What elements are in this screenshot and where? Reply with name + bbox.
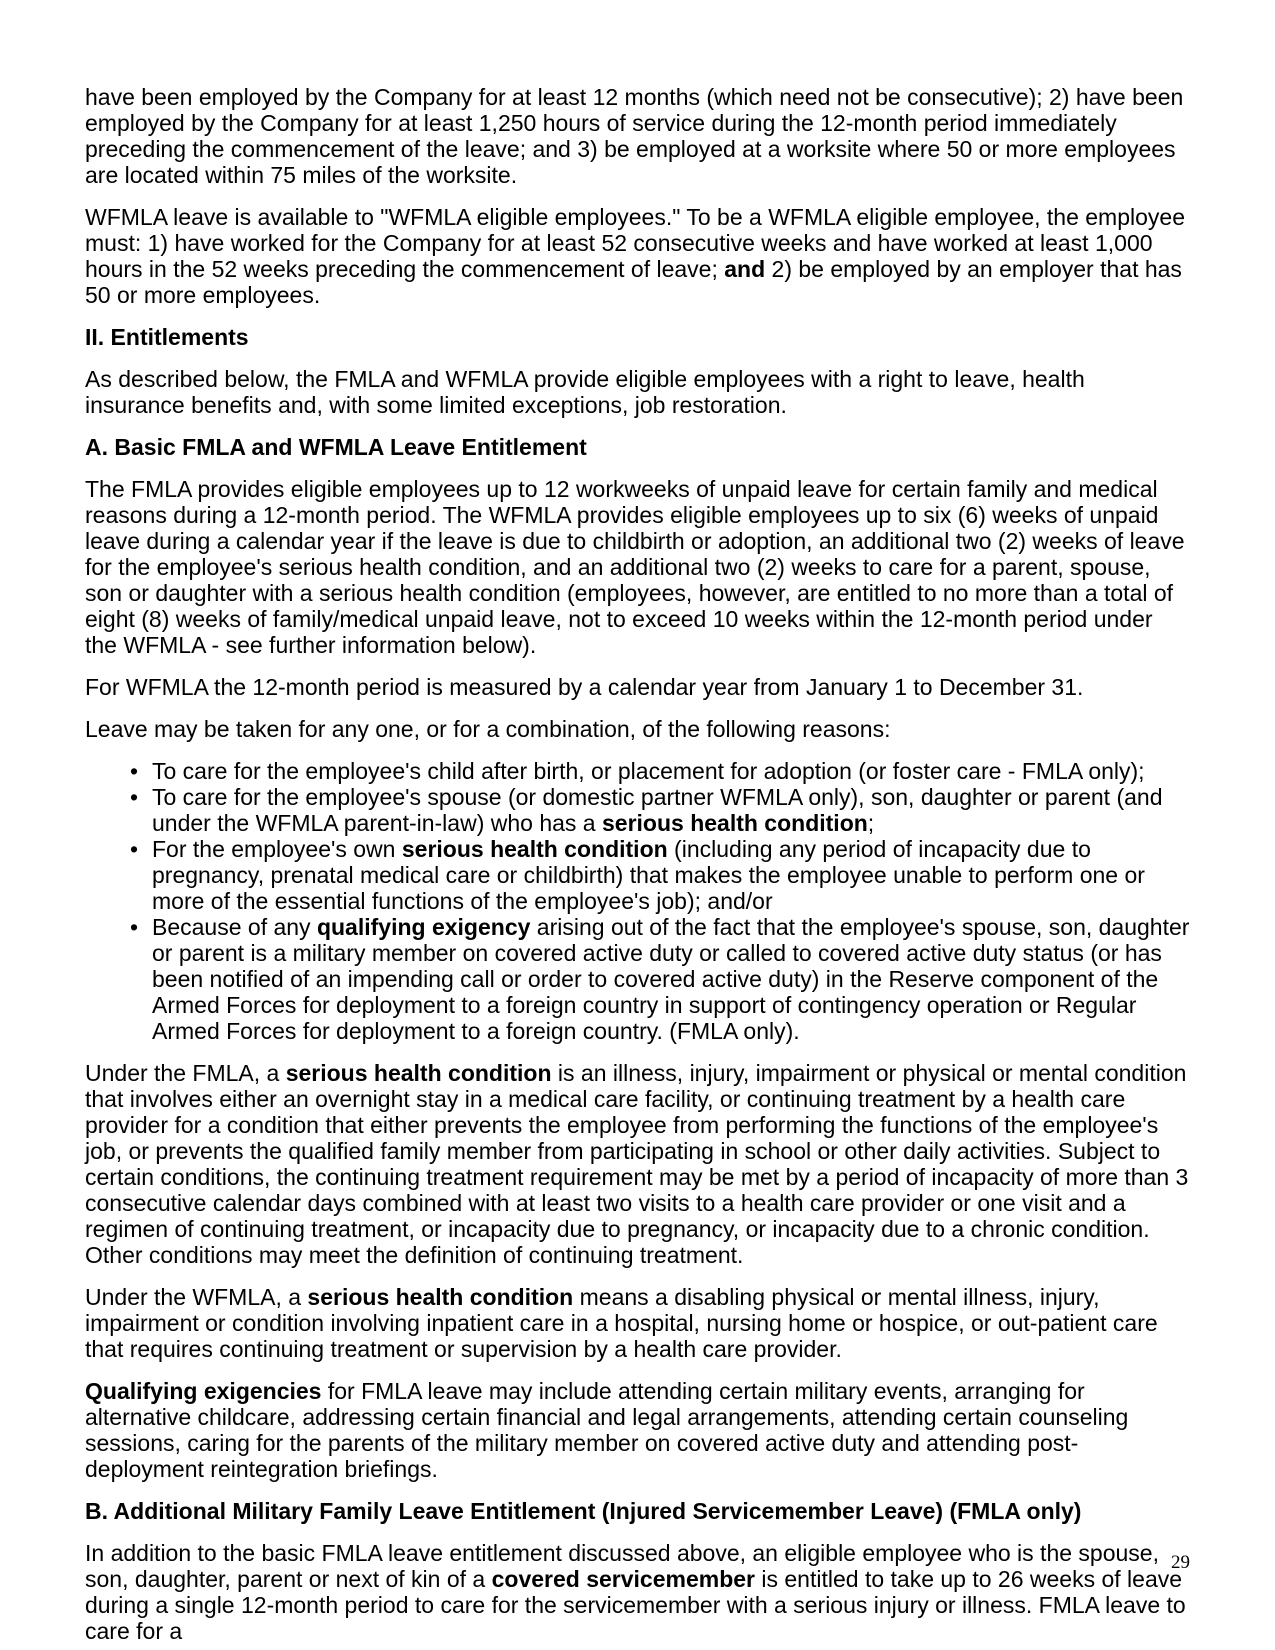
text-run: Leave may be taken for any one, or for a combination, of the following reasons:	[85, 716, 891, 742]
bullet-icon: •	[130, 836, 139, 862]
text-run: 2) be employed by an employer that has 50 or more employees.	[85, 256, 1182, 308]
list-item	[85, 784, 1190, 836]
text-run: is entitled to take up to 26 weeks of leave during a single 12-month period to care for the servicemember with a serious injury or illness. FMLA leave to care for a	[85, 1566, 1186, 1644]
section-heading	[85, 324, 1190, 350]
bold-text-run: and	[724, 256, 766, 282]
text-run: (including any period of incapacity due to pregnancy, prenatal medical care or childbirth) that makes the employee unable to perform one or more of the essential functions of the employee's job); and/or	[152, 836, 1145, 914]
paragraph	[85, 716, 1190, 742]
text-run: for FMLA leave may include attending certain military events, arranging for alternative childcare, addressing certain financial and legal arrangements, attending certain counseling sessions, caring for the parents of the military member on covered active duty and attending post-deployment reintegration briefings.	[85, 1378, 1129, 1482]
text-run: have been employed by the Company for at least 12 months (which need not be consecutive); 2) have been employed by the Company for at least 1,250 hours of service during the 12-month period immediately preceding the commencement of the leave; and 3) be employed at a worksite where 50 or more employees are located within 75 miles of the worksite.	[85, 84, 1184, 188]
paragraph	[85, 476, 1190, 658]
text-run: To care for the employee's child after birth, or placement for adoption (or foster care - FMLA only);	[152, 758, 1145, 784]
paragraph	[85, 1060, 1190, 1268]
text-run: In addition to the basic FMLA leave entitlement discussed above, an eligible employee who is the spouse, son, daughter, parent or next of kin of a	[85, 1540, 1159, 1592]
text-run: ;	[867, 810, 875, 836]
text-run: As described below, the FMLA and WFMLA provide eligible employees with a right to leave, health insurance benefits and, with some limited exceptions, job restoration.	[85, 366, 1085, 418]
text-run: is an illness, injury, impairment or physical or mental condition that involves either an overnight stay in a medical care facility, or continuing treatment by a health care provider for a condition that either prevents the employee from performing the functions of the employee's job, or prevents the qualified family member from participating in school or other daily activities. Subject to certain conditions, the continuing treatment requirement may be met by a period of incapacity of more than 3 consecutive calendar days combined with at least two visits to a health care provider or one visit and a regimen of continuing treatment, or incapacity due to pregnancy, or incapacity due to a chronic condition. Other conditions may meet the definition of continuing treatment.	[85, 1060, 1189, 1268]
bold-text-run: serious health condition	[401, 836, 668, 862]
bullet-list	[85, 758, 1190, 1044]
bullet-icon: •	[130, 914, 139, 940]
paragraph	[85, 366, 1190, 418]
bold-text-run: B. Additional Military Family Leave Entitlement (Injured Servicemember Leave) (FMLA only)	[85, 1498, 1082, 1524]
bold-text-run: serious health condition	[307, 1284, 574, 1310]
text-run: WFMLA leave is available to "WFMLA eligible employees." To be a WFMLA eligible employee, the employee must: 1) have worked for the Company for at least 52 consecutive weeks and have worked at least 1,000 hours in the 52 weeks preceding the commencement of leave;	[85, 204, 1185, 282]
bold-text-run: serious health condition	[285, 1060, 552, 1086]
text-run: The FMLA provides eligible employees up to 12 workweeks of unpaid leave for certain family and medical reasons during a 12-month period. The WFMLA provides eligible employees up to six (6) weeks of unpaid leave during a calendar year if the leave is due to childbirth or adoption, an additional two (2) weeks of leave for the employee's serious health condition, and an additional two (2) weeks to care for a parent, spouse, son or daughter with a serious health condition (employees, however, are entitled to no more than a total of eight (8) weeks of family/medical unpaid leave, not to exceed 10 weeks within the 12-month period under the WFMLA - see further information below).	[85, 476, 1185, 658]
list-item	[85, 914, 1190, 1044]
bold-text-run: covered servicemember	[491, 1566, 755, 1592]
list-item	[85, 758, 1190, 784]
bold-text-run: serious health condition	[601, 810, 868, 836]
page-number: 29	[1171, 1552, 1190, 1573]
list-item	[85, 836, 1190, 914]
text-run: Because of any	[152, 914, 317, 940]
paragraph	[85, 84, 1190, 188]
text-run: To care for the employee's spouse (or domestic partner WFMLA only), son, daughter or parent (and under the WFMLA parent-in-law) who has a	[152, 784, 1163, 836]
text-run: Under the WFMLA, a	[85, 1284, 308, 1310]
paragraph	[85, 1540, 1190, 1644]
paragraph	[85, 1378, 1190, 1482]
bullet-icon: •	[130, 758, 139, 784]
bold-text-run: A. Basic FMLA and WFMLA Leave Entitlement	[85, 434, 587, 460]
bold-text-run: qualifying exigency	[316, 914, 531, 940]
section-heading	[85, 1498, 1190, 1524]
text-run: Under the FMLA, a	[85, 1060, 286, 1086]
text-run: means a disabling physical or mental illness, injury, impairment or condition involving inpatient care in a hospital, nursing home or hospice, or out-patient care that requires continuing treatment or supervision by a health care provider.	[85, 1284, 1158, 1362]
text-run: For the employee's own	[152, 836, 402, 862]
bullet-icon: •	[130, 784, 139, 810]
section-heading	[85, 434, 1190, 460]
bold-text-run: Qualifying exigencies	[85, 1378, 322, 1404]
paragraph	[85, 674, 1190, 700]
text-run: arising out of the fact that the employee's spouse, son, daughter or parent is a military member on covered active duty or called to covered active duty status (or has been notified of an impending call or order to covered active duty) in the Reserve component of the Armed Forces for deployment to a foreign country in support of contingency operation or Regular Armed Forces for deployment to a foreign country. (FMLA only).	[152, 914, 1190, 1044]
paragraph	[85, 1284, 1190, 1362]
text-run: For WFMLA the 12-month period is measured by a calendar year from January 1 to December 31.	[85, 674, 1084, 700]
paragraph	[85, 204, 1190, 308]
bold-text-run: II. Entitlements	[85, 324, 249, 350]
